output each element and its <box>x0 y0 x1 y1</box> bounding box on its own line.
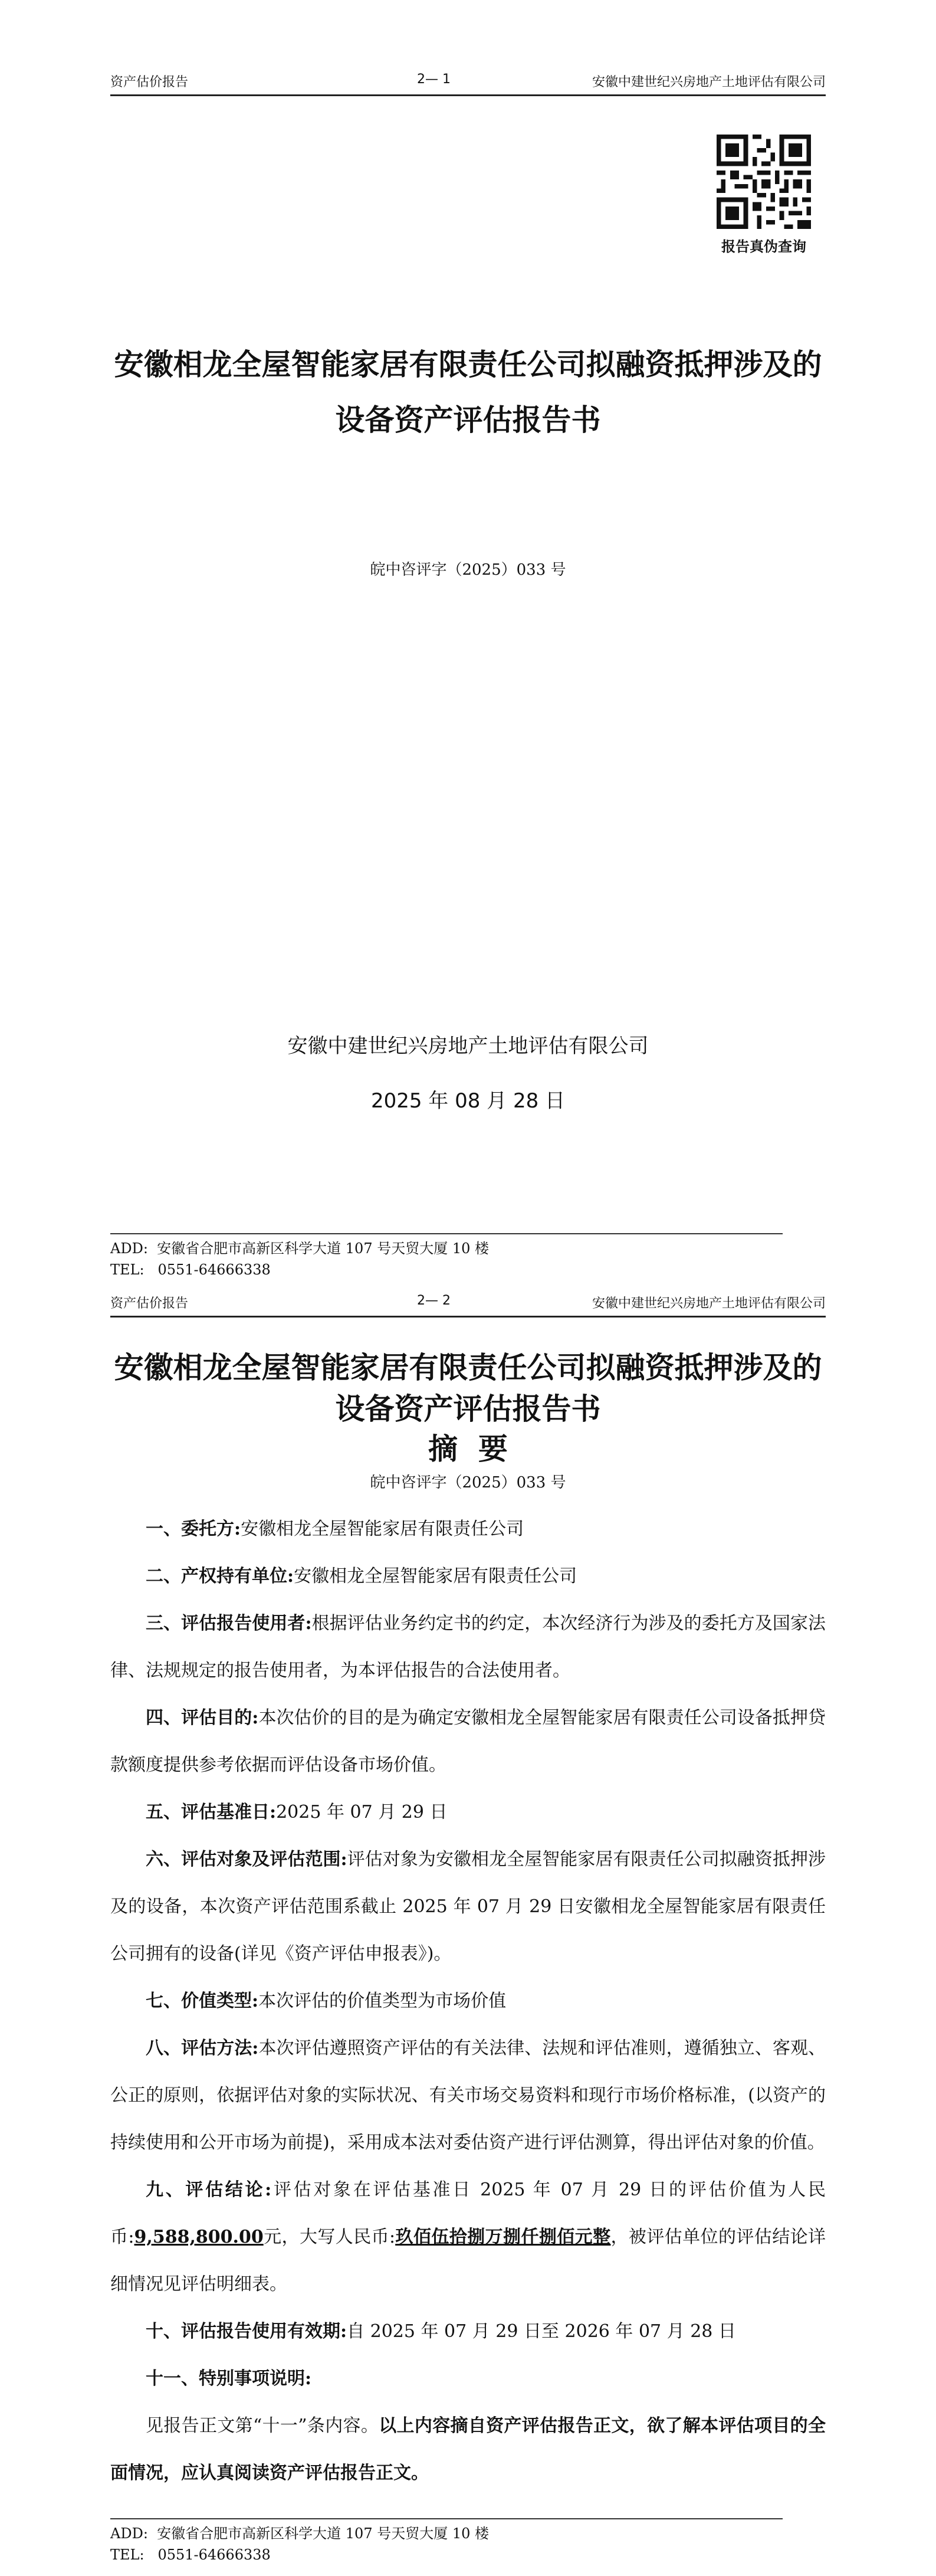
header-left: 资产估价报告 <box>110 75 189 90</box>
header-right: 安徽中建世纪兴房地产土地评估有限公司 <box>592 1296 826 1311</box>
summary-body <box>110 1506 826 2497</box>
qr-code-icon[interactable] <box>717 135 811 229</box>
section-7: 七、价值类型:本次评估的价值类型为市场价值 <box>146 1991 507 2011</box>
header-page-number: 2— 1 <box>417 72 451 87</box>
cover-company: 安徽中建世纪兴房地产土地评估有限公司 <box>287 1034 649 1058</box>
section-11: 十一、特别事项说明: <box>146 2368 312 2389</box>
section-1: 一、委托方:安徽相龙全屋智能家居有限责任公司 <box>146 1519 524 1539</box>
footer-tel: TEL: 0551-64666338 <box>110 1261 271 1278</box>
page-footer <box>110 1233 783 1280</box>
header-right: 安徽中建世纪兴房地产土地评估有限公司 <box>592 75 826 90</box>
valuation-amount-capital: 玖佰伍拾捌万捌仟捌佰元整 <box>395 2227 611 2247</box>
footer-address: ADD: 安徽省合肥市高新区科学大道 107 号天贸大厦 10 楼 <box>110 2525 490 2542</box>
page-header <box>110 1286 826 1318</box>
valuation-amount: 9,588,800.00 <box>134 2227 264 2247</box>
section-10: 十、评估报告使用有效期:自 2025 年 07 月 29 日至 2026 年 07 月 28 日 <box>146 2321 736 2342</box>
summary-heading: 摘 要 <box>428 1432 508 1466</box>
section-6: 六、评估对象及评估范围:评估对象为安徽相龙全屋智能家居有限责任公司拟融资抵押涉及的设备，本次资产评估范围系截止 2025 年 07 月 29 日安徽相龙全屋智能家居有限责任公司拥有的设备(详见《资产评估申报表》)。 <box>110 1849 826 1964</box>
cover-title-line2: 设备资产评估报告书 <box>335 403 601 437</box>
page-header <box>110 65 826 96</box>
page-summary <box>0 1286 936 2576</box>
section-3: 三、评估报告使用者:根据评估业务约定书的约定，本次经济行为涉及的委托方及国家法律、法规规定的报告使用者，为本评估报告的合法使用者。 <box>110 1613 826 1681</box>
page-cover <box>0 0 936 1286</box>
footer-tel: TEL: 0551-64666338 <box>110 2546 271 2563</box>
summary-report-number: 皖中咨评字（2025）033 号 <box>370 1474 566 1492</box>
cover-title-line1: 安徽相龙全屋智能家居有限责任公司拟融资抵押涉及的 <box>114 348 822 382</box>
footer-address: ADD: 安徽省合肥市高新区科学大道 107 号天贸大厦 10 楼 <box>110 1240 490 1257</box>
header-left: 资产估价报告 <box>110 1296 189 1311</box>
section-9: 九、评估结论:评估对象在评估基准日 2025 年 07 月 29 日的评估价值为人民币:9,588,800.00元，大写人民币:玖佰伍拾捌万捌仟捌佰元整，被评估单位的评估结论详细情况见评估明细表。 <box>110 2180 826 2295</box>
header-page-number: 2— 2 <box>417 1293 451 1308</box>
section-11-text: 见报告正文第“十一”条内容。以上内容摘自资产评估报告正文，欲了解本评估项目的全面情况，应认真阅读资产评估报告正文。 <box>110 2416 826 2483</box>
cover-report-number: 皖中咨评字（2025）033 号 <box>370 561 566 579</box>
section-5: 五、评估基准日:2025 年 07 月 29 日 <box>146 1802 448 1823</box>
summary-title-line2: 设备资产评估报告书 <box>335 1392 601 1426</box>
section-2: 二、产权持有单位:安徽相龙全屋智能家居有限责任公司 <box>146 1566 577 1587</box>
qr-label: 报告真伪查询 <box>721 238 806 255</box>
section-8: 八、评估方法:本次评估遵照资产评估的有关法律、法规和评估准则，遵循独立、客观、公正的原则，依据评估对象的实际状况、有关市场交易资料和现行市场价格标准，(以资产的持续使用和公开市场为前提)，采用成本法对委估资产进行评估测算，得出评估对象的价值。 <box>110 2038 826 2153</box>
cover-date: 2025 年 08 月 28 日 <box>370 1089 566 1113</box>
section-4: 四、评估目的:本次估价的目的是为确定安徽相龙全屋智能家居有限责任公司设备抵押贷款额度提供参考依据而评估设备市场价值。 <box>110 1707 826 1775</box>
page-footer <box>110 2518 783 2565</box>
summary-title-line1: 安徽相龙全屋智能家居有限责任公司拟融资抵押涉及的 <box>114 1351 822 1385</box>
